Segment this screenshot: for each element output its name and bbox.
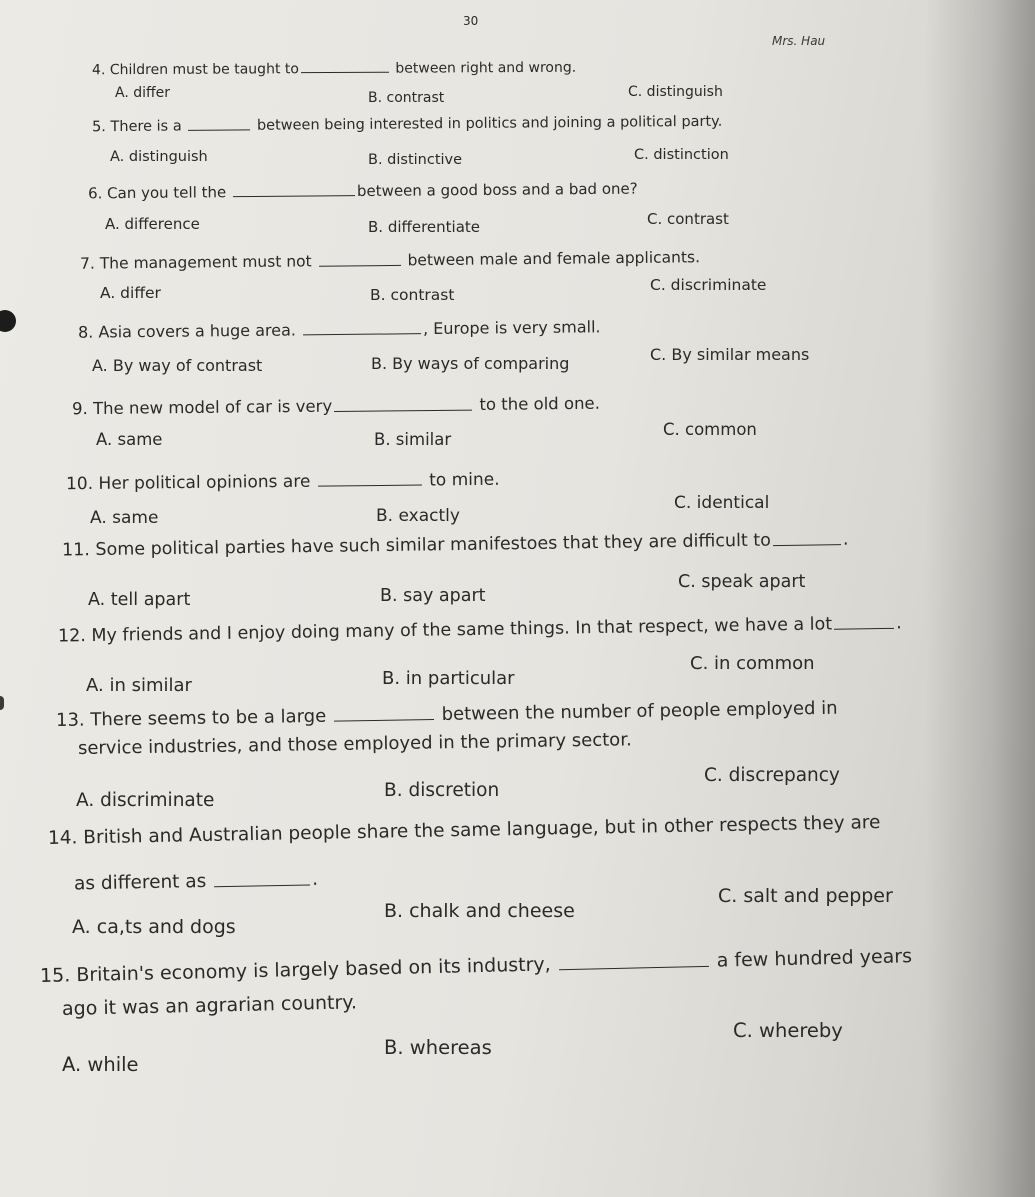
question-12: 12. My friends and I enjoy doing many of the same things. In that respect, we have a lot . <box>58 610 902 646</box>
question-5: 5. There is a between being interested in politics and joining a political party. <box>91 113 723 136</box>
question-13: 13. There seems to be a large between the number of people employed in <box>55 697 838 731</box>
question-14: 14. British and Australian people share the same language, but in other respects they are <box>47 812 881 849</box>
option-5a[interactable]: A. distinguish <box>110 149 208 165</box>
option-8a[interactable]: A. By way of contrast <box>92 356 263 375</box>
option-11b[interactable]: B. say apart <box>380 586 486 606</box>
question-10: 10. Her political opinions are to mine. <box>66 467 500 494</box>
option-4c[interactable]: C. distinguish <box>628 84 723 100</box>
option-9c[interactable]: C. common <box>663 420 757 439</box>
page-edge-shadow <box>925 0 1035 1197</box>
option-7a[interactable]: A. differ <box>100 284 161 302</box>
option-13c[interactable]: C. discrepancy <box>704 765 840 786</box>
answer-blank[interactable] <box>303 317 421 335</box>
option-10a[interactable]: A. same <box>90 508 159 528</box>
question-15-continuation: ago it was an agrarian country. <box>61 991 358 1020</box>
option-14b[interactable]: B. chalk and cheese <box>384 900 575 922</box>
question-8: 8. Asia covers a huge area. , Europe is very small. <box>77 317 601 342</box>
option-10c[interactable]: C. identical <box>674 493 770 513</box>
page-number: 30 <box>463 14 479 28</box>
answer-blank[interactable] <box>214 865 310 886</box>
answer-blank[interactable] <box>558 947 708 970</box>
option-11a[interactable]: A. tell apart <box>88 590 191 610</box>
option-12b[interactable]: B. in particular <box>382 668 515 689</box>
question-15: 15. Britain's economy is largely based on its industry, a few hundred years <box>39 945 913 987</box>
option-4b[interactable]: B. contrast <box>368 90 445 106</box>
answer-blank[interactable] <box>301 58 389 73</box>
binder-mark <box>0 696 4 710</box>
option-10b[interactable]: B. exactly <box>376 506 460 526</box>
option-9a[interactable]: A. same <box>96 430 163 449</box>
question-11: 11. Some political parties have such similar manifestoes that they are difficult to . <box>62 526 849 560</box>
question-9: 9. The new model of car is very to the old one. <box>71 393 600 419</box>
answer-blank[interactable] <box>318 249 400 266</box>
option-15a[interactable]: A. while <box>62 1053 139 1076</box>
question-14-continuation: as different as . <box>74 865 318 894</box>
binder-hole <box>0 310 16 332</box>
option-15b[interactable]: B. whereas <box>384 1036 492 1059</box>
option-15c[interactable]: C. whereby <box>733 1019 843 1042</box>
option-6c[interactable]: C. contrast <box>647 210 729 228</box>
answer-blank[interactable] <box>334 393 472 412</box>
option-8c[interactable]: C. By similar means <box>650 345 810 364</box>
option-5b[interactable]: B. distinctive <box>368 152 463 168</box>
answer-blank[interactable] <box>188 114 250 130</box>
option-6b[interactable]: B. differentiate <box>368 218 481 236</box>
answer-blank[interactable] <box>773 526 841 545</box>
answer-blank[interactable] <box>834 610 894 629</box>
answer-blank[interactable] <box>318 468 422 487</box>
option-12a[interactable]: A. in similar <box>86 675 192 696</box>
answer-blank[interactable] <box>334 701 434 722</box>
option-13a[interactable]: A. discriminate <box>76 790 215 811</box>
option-13b[interactable]: B. discretion <box>384 780 500 801</box>
option-11c[interactable]: C. speak apart <box>678 572 806 592</box>
option-9b[interactable]: B. similar <box>374 430 452 449</box>
question-13-continuation: service industries, and those employed in the primary sector. <box>77 729 632 759</box>
question-7: 7. The management must not between male and female applicants. <box>79 248 701 273</box>
answer-blank[interactable] <box>233 180 355 197</box>
option-7c[interactable]: C. discriminate <box>650 276 767 294</box>
question-4: 4. Children must be taught to between right and wrong. <box>92 57 576 78</box>
teacher-name: Mrs. Hau <box>772 34 826 48</box>
option-5c[interactable]: C. distinction <box>634 147 729 163</box>
option-14c[interactable]: C. salt and pepper <box>718 885 893 907</box>
option-8b[interactable]: B. By ways of comparing <box>371 354 570 373</box>
option-6a[interactable]: A. difference <box>105 215 200 233</box>
question-6: 6. Can you tell the between a good boss and a bad one? <box>87 179 638 203</box>
option-14a[interactable]: A. ca,ts and dogs <box>72 916 236 938</box>
option-4a[interactable]: A. differ <box>115 85 171 101</box>
option-7b[interactable]: B. contrast <box>370 286 455 304</box>
option-12c[interactable]: C. in common <box>690 653 815 674</box>
